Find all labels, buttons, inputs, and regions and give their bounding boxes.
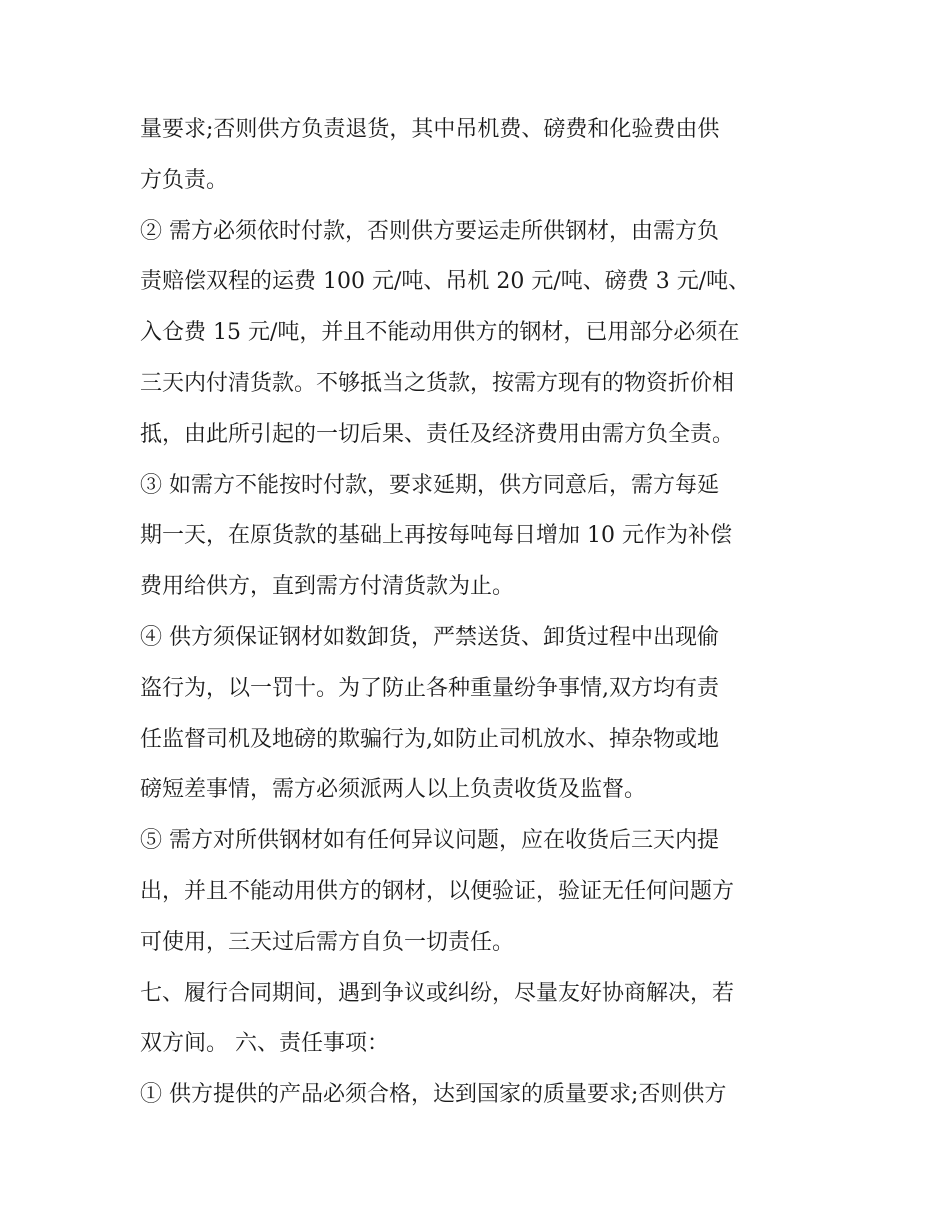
text-line: 磅短差事情，需方必须派两人以上负责收货及监督。 (140, 777, 647, 803)
text-line: 出，并且不能动用供方的钢材，以便验证，验证无任何问题方 (140, 878, 735, 904)
text-line: 责赔偿双程的运费 100 元/吨、吊机 20 元/吨、磅费 3 元/吨、 (140, 269, 751, 295)
text-line: 量要求;否则供方负责退货，其中吊机费、磅费和化验费由供 (140, 117, 720, 142)
text-line: 可使用，三天过后需方自负一切责任。 (140, 929, 515, 955)
text-line: ③ 如需方不能按时付款，要求延期，供方同意后，需方每延 (140, 472, 719, 498)
text-line: ⑤ 需方对所供钢材如有任何异议问题，应在收货后三天内提 (140, 828, 719, 854)
text-line: 期一天，在原货款的基础上再按每吨每日增加 10 元作为补偿 (140, 523, 732, 549)
text-line: 双方间。 六、责任事项： (140, 1031, 389, 1057)
text-line: ② 需方必须依时付款，否则供方要运走所供钢材，由需方负 (140, 218, 719, 244)
text-line: 三天内付清货款。不够抵当之货款，按需方现有的物资折价相 (140, 370, 735, 396)
text-line: 七、履行合同期间，遇到争议或纠纷，尽量友好协商解决，若 (140, 980, 735, 1006)
text-line: 盗行为，以一罚十。为了防止各种重量纷争事情,双方均有责 (140, 675, 719, 701)
text-line: 费用给供方，直到需方付清货款为止。 (140, 574, 515, 600)
contract-text (140, 105, 820, 1121)
text-line: ④ 供方须保证钢材如数卸货，严禁送货、卸货过程中出现偷 (140, 624, 719, 650)
text-line: ① 供方提供的产品必须合格，达到国家的质量要求;否则供方 (140, 1082, 727, 1108)
text-line: 抵，由此所引起的一切后果、责任及经济费用由需方负全责。 (140, 421, 735, 447)
text-line: 方负责。 (140, 167, 229, 193)
text-line: 入仓费 15 元/吨，并且不能动用供方的钢材，已用部分必须在 (140, 320, 740, 346)
text-line: 任监督司机及地磅的欺骗行为,如防止司机放水、掉杂物或地 (140, 726, 719, 752)
